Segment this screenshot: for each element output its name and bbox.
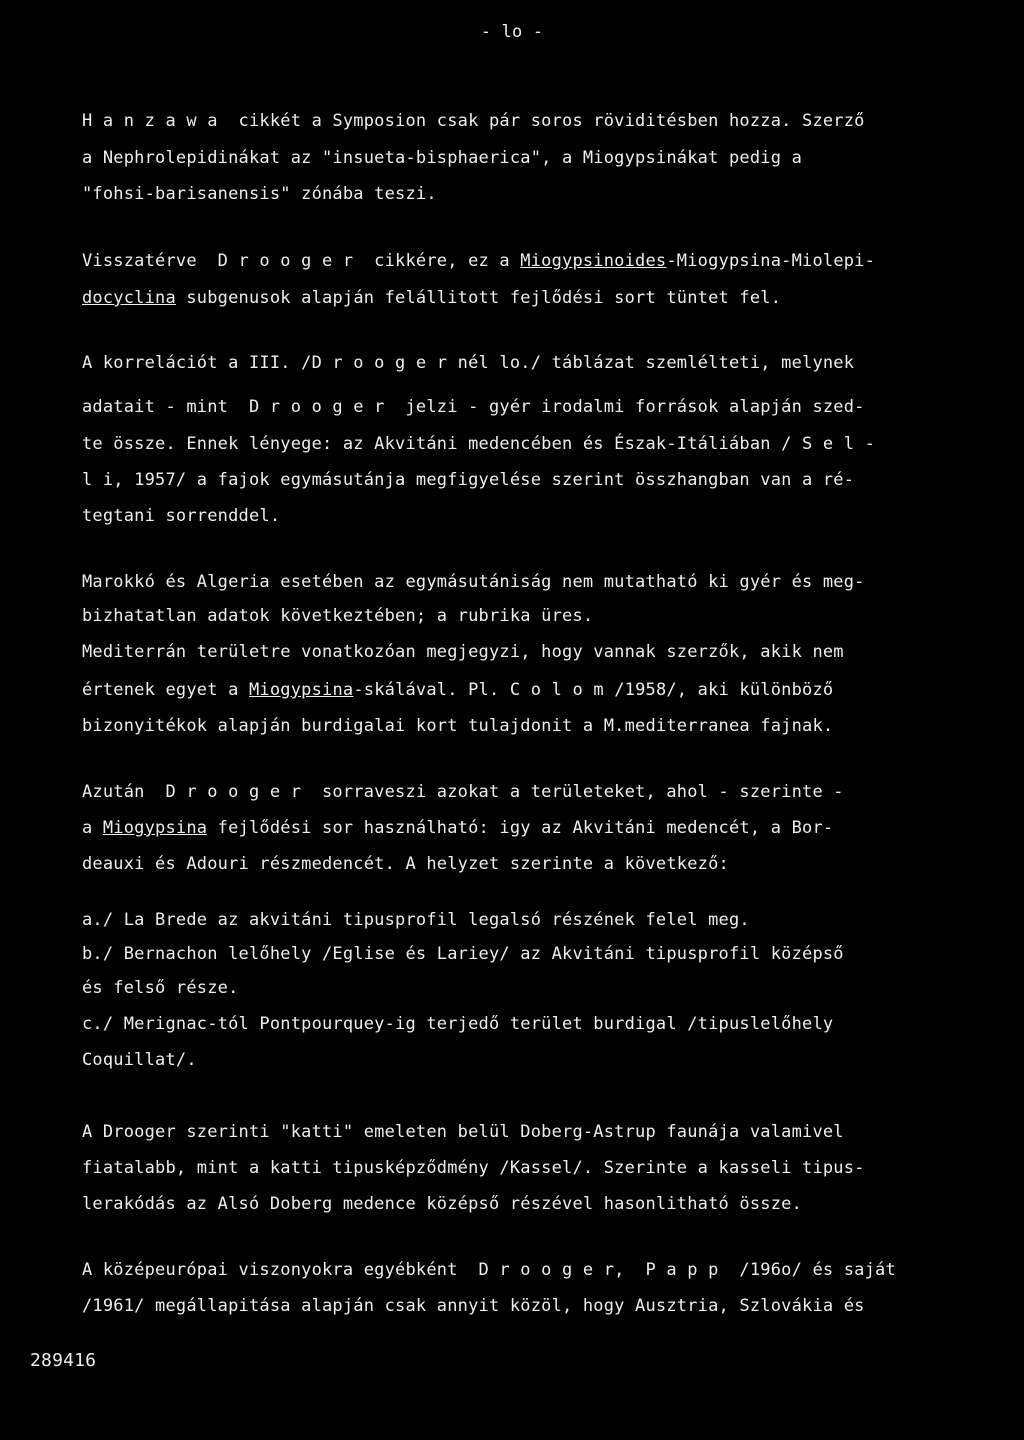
text-line — [82, 641, 844, 663]
text-line — [82, 1295, 865, 1317]
text-segment: l i, 1957/ a fajok egymásutánja megfigyelése szerint összhangban van a ré- — [82, 470, 855, 490]
text-line — [82, 679, 833, 701]
text-line — [82, 110, 865, 132]
text-line — [82, 715, 833, 737]
text-segment: -skálával. Pl. C o l o m /1958/, aki különböző — [353, 680, 834, 700]
text-line — [82, 433, 875, 455]
text-segment: "fohsi-barisanensis" zónába teszi. — [82, 184, 437, 204]
text-segment: Mediterrán területre vonatkozóan megjegyzi, hogy vannak szerzők, akik nem — [82, 642, 844, 662]
text-segment: adatait - mint D r o o g e r jelzi - gyér irodalmi források alapján szed- — [82, 397, 865, 417]
text-line — [82, 1259, 896, 1281]
text-line — [82, 147, 802, 169]
text-line — [82, 781, 844, 803]
text-segment: c./ Merignac-tól Pontpourquey-ig terjedő terület burdigal /tipuslelőhely — [82, 1014, 834, 1034]
text-segment: bizonyitékok alapján burdigalai kort tulajdonit a M.mediterranea fajnak. — [82, 716, 834, 736]
text-segment: deauxi és Adouri részmedencét. A helyzet szerinte a következő: — [82, 854, 729, 874]
text-segment: tegtani sorrenddel. — [82, 506, 281, 526]
text-line — [82, 605, 593, 627]
text-segment: a Nephrolepidinákat az "insueta-bisphaerica", a Miogypsinákat pedig a — [82, 148, 803, 168]
text-segment: Coquillat/. — [82, 1050, 197, 1070]
text-line — [82, 352, 854, 374]
text-line — [82, 505, 280, 527]
text-segment: fiatalabb, mint a katti tipusképződmény /Kassel/. Szerinte a kasseli tipus- — [82, 1158, 865, 1178]
underlined-term: Miogypsina — [102, 818, 208, 838]
underlined-term: docyclina — [82, 288, 176, 308]
text-segment: Azután D r o o g e r sorraveszi azokat a területeket, ahol - szerinte - — [82, 782, 844, 802]
text-segment: b./ Bernachon lelőhely /Eglise és Lariey/ az Akvitáni tipusprofil középső — [82, 944, 844, 964]
text-segment: A Drooger szerinti "katti" emeleten belül Doberg-Astrup faunája valamivel — [82, 1122, 844, 1142]
text-line — [82, 853, 729, 875]
text-segment: -Miogypsina-Miolepi- — [666, 251, 876, 271]
underlined-term: Miogypsinoides — [520, 251, 667, 271]
underlined-term: Miogypsina — [248, 680, 354, 700]
text-line — [82, 943, 844, 965]
text-segment: bizhatatlan adatok következtében; a rubrika üres. — [82, 606, 594, 626]
text-line — [82, 817, 833, 839]
text-segment: /1961/ megállapitása alapján csak annyit közöl, hogy Ausztria, Szlovákia és — [82, 1296, 865, 1316]
text-line — [82, 977, 239, 999]
text-line — [82, 1121, 844, 1143]
text-line — [82, 909, 750, 931]
text-line — [82, 287, 781, 309]
text-segment: te össze. Ennek lényege: az Akvitáni medencében és Észak-Itáliában / S e l - — [82, 434, 876, 454]
text-line — [82, 1013, 833, 1035]
text-line — [82, 469, 854, 491]
text-segment: Marokkó és Algeria esetében az egymásutániság nem mutatható ki gyér és meg- — [82, 572, 865, 592]
text-line — [82, 1193, 802, 1215]
text-line — [82, 571, 865, 593]
text-line — [82, 1049, 197, 1071]
text-line — [82, 396, 865, 418]
text-segment: H a n z a w a cikkét a Symposion csak pár soros röviditésben hozza. Szerző — [82, 111, 865, 131]
text-segment: értenek egyet a — [82, 680, 249, 700]
text-segment: fejlődési sor használható: igy az Akvitáni medencét, a Bor- — [207, 818, 834, 838]
footer-code: 289416 — [30, 1350, 97, 1371]
text-segment: subgenusok alapján felállitott fejlődési sort tüntet fel. — [175, 288, 782, 308]
text-segment: és felső része. — [82, 978, 239, 998]
text-line — [82, 1157, 865, 1179]
text-segment: A középeurópai viszonyokra egyébként D r o o g e r, P a p p /196o/ és saját — [82, 1260, 896, 1280]
text-line — [82, 183, 437, 205]
page-number: - lo - — [480, 22, 544, 42]
text-segment: a — [82, 818, 103, 838]
text-segment: lerakódás az Alsó Doberg medence középső részével hasonlitható össze. — [82, 1194, 803, 1214]
text-segment: Visszatérve D r o o g e r cikkére, ez a — [82, 251, 521, 271]
text-segment: A korrelációt a III. /D r o o g e r nél lo./ táblázat szemlélteti, melynek — [82, 353, 855, 373]
text-line — [82, 250, 875, 272]
text-segment: a./ La Brede az akvitáni tipusprofil legalsó részének felel meg. — [82, 910, 750, 930]
